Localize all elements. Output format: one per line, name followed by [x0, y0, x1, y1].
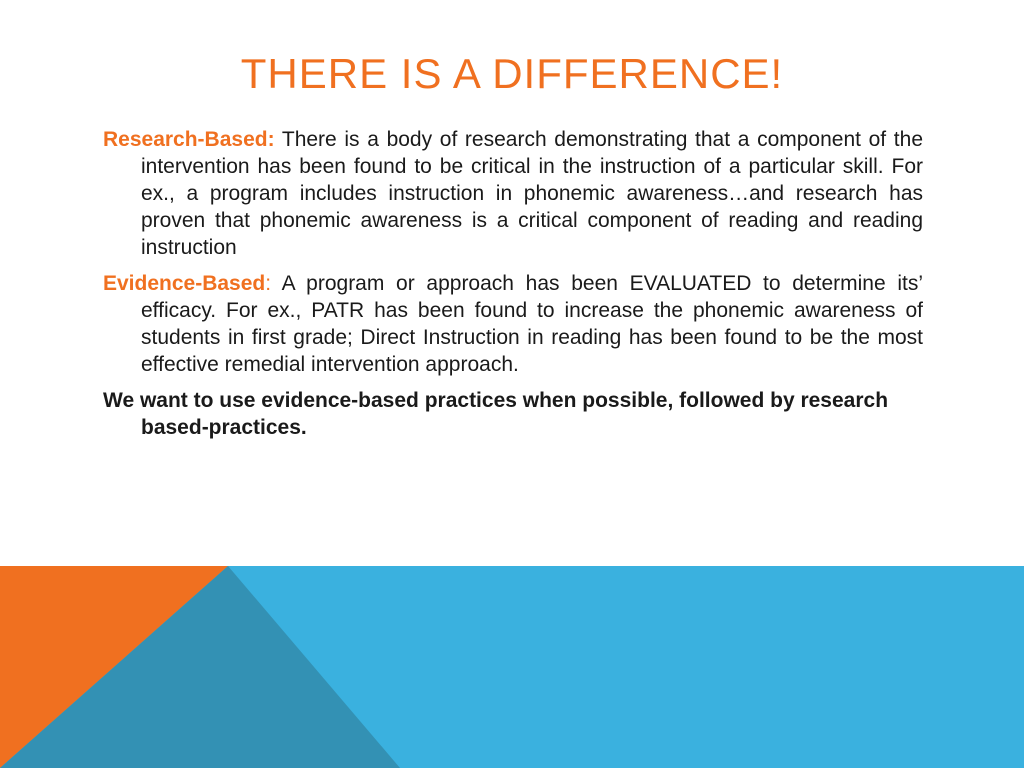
- research-based-term: Research-Based:: [103, 128, 275, 151]
- research-based-definition: There is a body of research demonstrating that a component of the intervention has been found to be critical in the instruction of a particular skill. For ex., a program includes instruction in phonemic awareness…and research has proven that phonemic awareness is a critical component of reading and reading instruction: [141, 128, 923, 259]
- paragraph-evidence-based: [103, 270, 923, 378]
- paragraph-research-based: [103, 126, 923, 261]
- evidence-based-colon: :: [265, 272, 272, 295]
- slide-body: [103, 126, 923, 450]
- decorative-footer-band: [0, 566, 1024, 768]
- evidence-based-definition: A program or approach has been EVALUATED to determine its’ efficacy. For ex., PATR has been found to increase the phonemic awareness of students in first grade; Direct Instruction in reading has been found to be the most effective remedial intervention approach.: [141, 272, 923, 376]
- evidence-based-term: Evidence-Based: [103, 272, 266, 295]
- slide-title: THERE IS A DIFFERENCE!: [240, 50, 784, 97]
- paragraph-conclusion: We want to use evidence-based practices when possible, followed by research based-practices.: [103, 389, 889, 439]
